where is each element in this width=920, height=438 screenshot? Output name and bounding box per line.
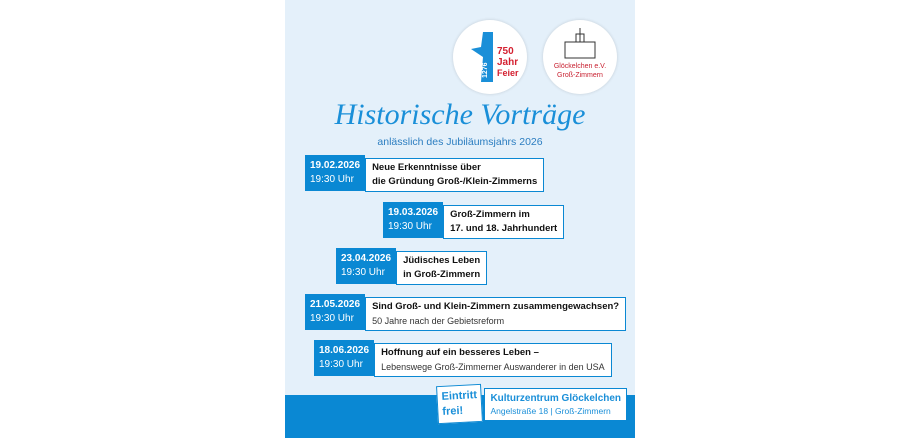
event-date: 21.05.2026 19:30 Uhr	[305, 294, 365, 330]
event-row	[305, 155, 544, 192]
svg-text:1276: 1276	[482, 62, 489, 78]
venue-box: Kulturzentrum Glöckelchen Angelstraße 18 | Groß-Zimmern	[484, 388, 627, 421]
free-entry-badge: Eintritt frei!	[436, 384, 483, 424]
event-title: Sind Groß- und Klein-Zimmern zusammengewachsen? 50 Jahre nach der Gebietsreform	[365, 297, 626, 331]
event-title: Hoffnung auf ein besseres Leben – Lebenswege Groß-Zimmerner Auswanderer in den USA	[374, 343, 612, 377]
page-title: Historische Vorträge	[334, 98, 586, 131]
event-row	[336, 248, 487, 285]
svg-text:750: 750	[497, 46, 514, 57]
svg-text:Feier: Feier	[497, 68, 519, 78]
svg-text:Glöckelchen e.V.: Glöckelchen e.V.	[553, 63, 607, 70]
event-date: 19.03.2026 19:30 Uhr	[383, 202, 443, 238]
footer-info	[437, 385, 627, 423]
jubilee-logo	[453, 20, 527, 94]
event-title: Jüdisches Leben in Groß-Zimmern	[396, 251, 487, 285]
event-date: 19.02.2026 19:30 Uhr	[305, 155, 365, 191]
poster	[285, 0, 635, 438]
gloeckelchen-logo	[543, 20, 617, 94]
event-row	[305, 294, 626, 331]
svg-text:Jahr: Jahr	[497, 57, 519, 68]
event-row	[314, 340, 612, 377]
event-row	[383, 202, 564, 239]
svg-text:Groß-Zimmern: Groß-Zimmern	[557, 72, 603, 79]
subtitle: anlässlich des Jubiläumsjahrs 2026	[377, 136, 543, 148]
building-icon	[543, 20, 617, 94]
event-title: Neue Erkenntnisse über die Gründung Groß-/Klein-Zimmerns	[365, 158, 544, 192]
tower-icon	[453, 20, 527, 94]
event-title: Groß-Zimmern im 17. und 18. Jahrhundert	[443, 205, 564, 239]
event-date: 23.04.2026 19:30 Uhr	[336, 248, 396, 284]
event-date: 18.06.2026 19:30 Uhr	[314, 340, 374, 376]
